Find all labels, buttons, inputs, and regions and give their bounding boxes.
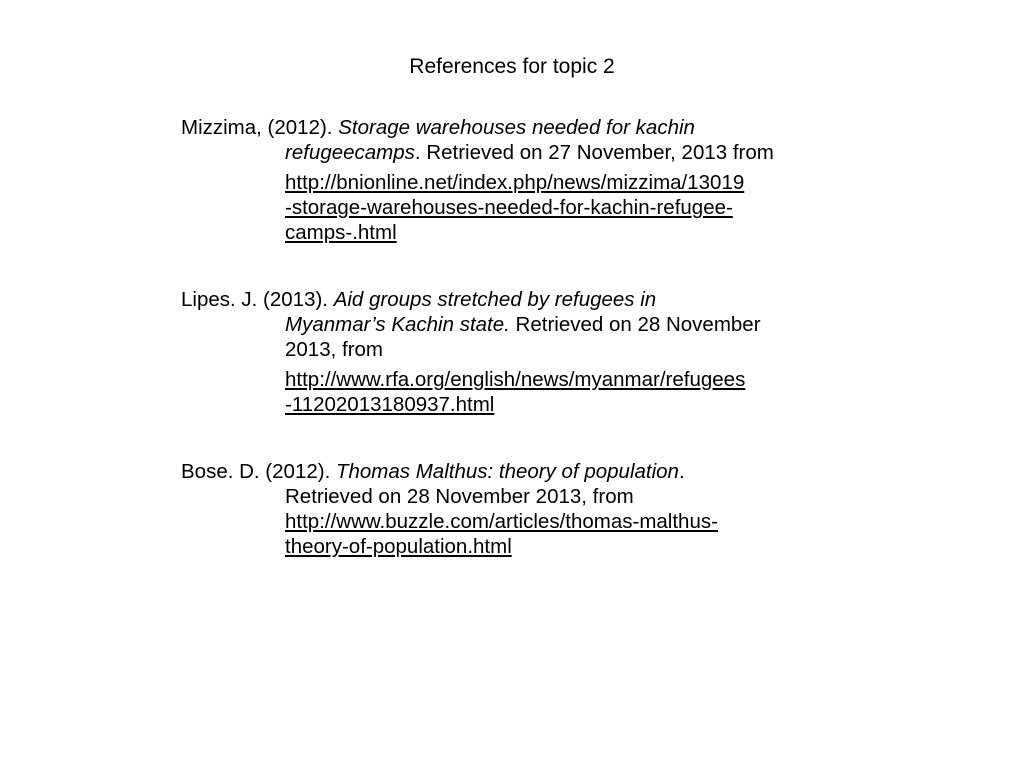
reference-line [181, 459, 846, 484]
reference-citation: Bose. D. (2012). [181, 460, 336, 483]
reference-line [181, 287, 846, 312]
reference-citation: Mizzima, (2012). [181, 116, 339, 139]
reference-item [181, 115, 846, 245]
reference-citation: Lipes. J. (2013). [181, 288, 334, 311]
reference-line [181, 140, 846, 165]
reference-line [181, 312, 846, 337]
reference-retrieved: . Retrieved on 27 November, 2013 from [414, 141, 774, 164]
reference-title: refugeecamps [285, 141, 415, 164]
reference-url[interactable]: theory-of-population.html [285, 535, 512, 558]
reference-title-suffix: . [678, 460, 685, 483]
reference-title: Storage warehouses needed for kachin [338, 116, 695, 139]
reference-url[interactable]: camps-.html [285, 221, 397, 244]
reference-item [181, 287, 846, 417]
reference-line: 2013, from [285, 338, 383, 361]
reference-title: Thomas Malthus: theory of population [335, 460, 679, 483]
reference-url[interactable]: http://www.buzzle.com/articles/thomas-malthus- [285, 510, 718, 533]
reference-url[interactable]: -11202013180937.html [285, 393, 495, 416]
slide-title: References for topic 2 [409, 55, 615, 78]
reference-url[interactable]: http://bnionline.net/index.php/news/mizzima/13019 [285, 171, 745, 194]
reference-item [181, 459, 846, 559]
reference-retrieved: Retrieved on 28 November 2013, from [285, 485, 634, 508]
reference-title: Aid groups stretched by refugees in [333, 288, 657, 311]
reference-retrieved: Retrieved on 28 November [509, 313, 761, 336]
reference-list [181, 115, 846, 559]
reference-line [181, 115, 846, 140]
reference-title: Myanmar’s Kachin state. [285, 313, 510, 336]
reference-url[interactable]: -storage-warehouses-needed-for-kachin-refugee- [285, 196, 733, 219]
reference-url[interactable]: http://www.rfa.org/english/news/myanmar/refugees [285, 368, 746, 391]
